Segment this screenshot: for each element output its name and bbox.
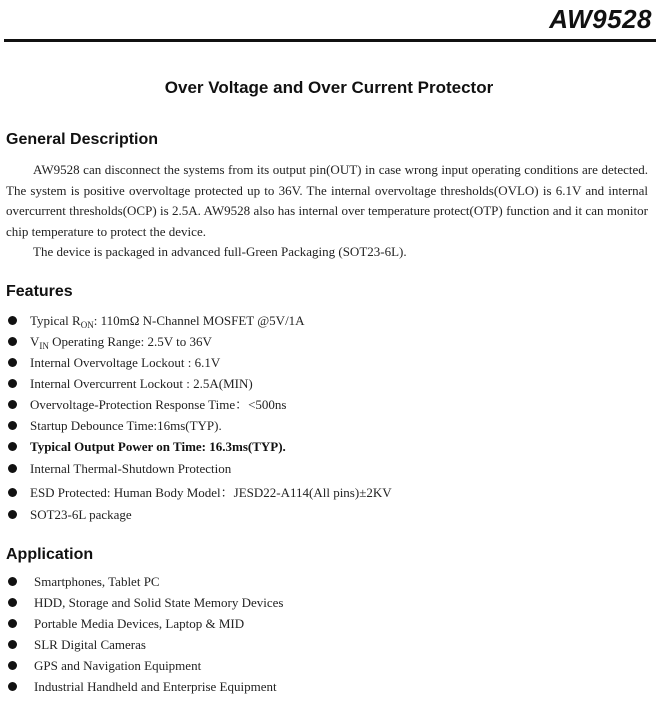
description-paragraph: The device is packaged in advanced full-Green Packaging (SOT23-6L).: [33, 244, 407, 259]
bullet-icon: [8, 619, 17, 628]
bullet-icon: [8, 598, 17, 607]
feature-text: ESD Protected: Human Body Model：JESD22-A114(All pins)±2KV: [30, 485, 392, 500]
bullet-icon: [8, 488, 17, 497]
bullet-icon: [8, 442, 17, 451]
general-description-body: [6, 160, 648, 263]
application-text: SLR Digital Cameras: [34, 637, 146, 652]
feature-text-part: Typical R: [30, 313, 81, 328]
feature-text: Overvoltage-Protection Response Time：<500ns: [30, 397, 287, 412]
bullet-icon: [8, 421, 17, 430]
bullet-icon: [8, 640, 17, 649]
application-text: HDD, Storage and Solid State Memory Devices: [34, 595, 284, 610]
feature-text: Internal Overvoltage Lockout : 6.1V: [30, 355, 221, 370]
bullet-icon: [8, 510, 17, 519]
application-text: Industrial Handheld and Enterprise Equipment: [34, 679, 277, 694]
header-rule: [4, 39, 656, 42]
feature-subscript: ON: [80, 320, 94, 330]
bullet-icon: [8, 379, 17, 388]
part-number-header: AW9528: [549, 4, 652, 34]
description-paragraph: AW9528 can disconnect the systems from its output pin(OUT) in case wrong input operating conditions are detected. The system is positive overvoltage protected up to 36V. The internal overvoltage thresholds(OVLO) is 6.1V and internal overcurrent thresholds(OCP) is 2.5A. AW9528 also has internal over temperature protect(OTP) function and it can monitor chip temperature to protect the device.: [6, 162, 648, 239]
feature-text: Startup Debounce Time:16ms(TYP).: [30, 418, 222, 433]
bullet-icon: [8, 682, 17, 691]
bullet-icon: [8, 661, 17, 670]
application-text: Smartphones, Tablet PC: [34, 574, 160, 589]
application-text: GPS and Navigation Equipment: [34, 658, 202, 673]
bullet-icon: [8, 316, 17, 325]
feature-text: [30, 312, 305, 334]
application-text: Portable Media Devices, Laptop & MID: [34, 616, 245, 631]
feature-subscript: IN: [39, 341, 49, 351]
feature-text-part: Operating Range: 2.5V to 36V: [48, 334, 212, 349]
feature-text: Internal Overcurrent Lockout : 2.5A(MIN): [30, 376, 253, 391]
document-title: Over Voltage and Over Current Protector: [164, 78, 494, 97]
feature-text: Typical Output Power on Time: 16.3ms(TYP).: [30, 439, 286, 454]
bullet-icon: [8, 400, 17, 409]
general-description-heading: General Description: [6, 131, 159, 148]
application-heading: Application: [6, 546, 94, 563]
feature-text: [30, 333, 212, 355]
bullet-icon: [8, 358, 17, 367]
bullet-icon: [8, 577, 17, 586]
bullet-icon: [8, 464, 17, 473]
bullet-icon: [8, 337, 17, 346]
features-heading: Features: [6, 283, 73, 300]
feature-text: SOT23-6L package: [30, 507, 132, 522]
feature-text-part: : 110mΩ N-Channel MOSFET @5V/1A: [93, 313, 305, 328]
feature-text: Internal Thermal-Shutdown Protection: [30, 461, 232, 476]
feature-text-part: V: [30, 334, 40, 349]
